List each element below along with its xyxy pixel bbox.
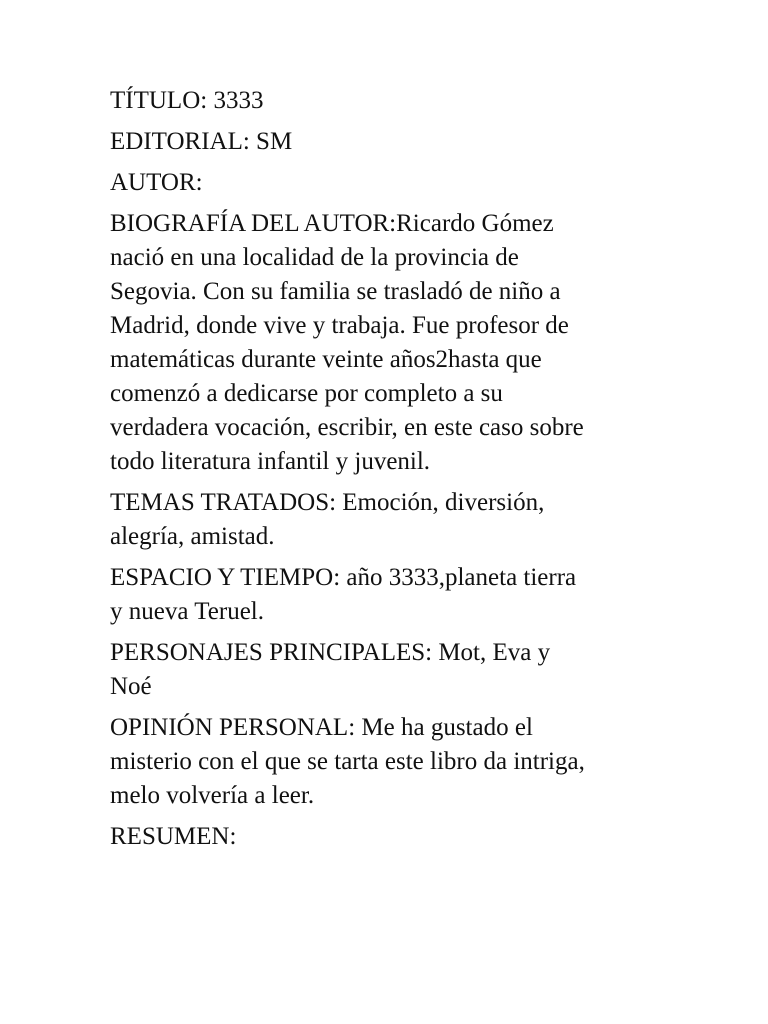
setting-field: ESPACIO Y TIEMPO: año 3333,planeta tierra y nueva Teruel.	[110, 564, 577, 625]
document-page	[110, 84, 650, 861]
publisher-field: EDITORIAL: SM	[110, 128, 293, 155]
themes-field: TEMAS TRATADOS: Emoción, diversión, alegría, amistad.	[110, 489, 545, 550]
personal-opinion-field: OPINIÓN PERSONAL: Me ha gustado el misterio con el que se tarta este libro da intriga, melo volvería a leer.	[110, 714, 585, 809]
main-characters-field: PERSONAJES PRINCIPALES: Mot, Eva y Noé	[110, 639, 551, 700]
author-biography: BIOGRAFÍA DEL AUTOR:Ricardo Gómez nació en una localidad de la provincia de Segovia. Con su familia se trasladó de niño a Madrid, donde vive y trabaja. Fue profesor de matemáticas durante veinte años2hasta que comenzó a dedicarse por completo a su verdadera vocación, escribir, en este caso sobre todo literatura infantil y juvenil.	[110, 210, 584, 475]
title-field: TÍTULO: 3333	[110, 87, 264, 114]
author-field: AUTOR:	[110, 169, 203, 196]
summary-field: RESUMEN:	[110, 823, 237, 850]
